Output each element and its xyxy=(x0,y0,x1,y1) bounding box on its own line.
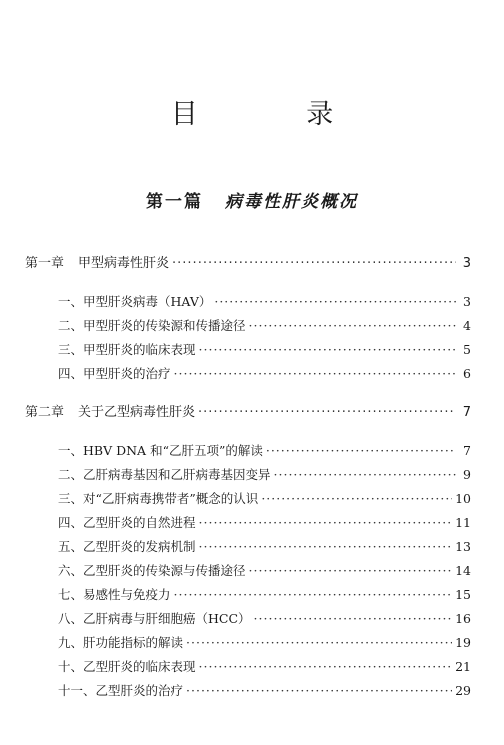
dot-leader xyxy=(198,405,456,420)
entry-number: 九、 xyxy=(58,635,84,650)
entry-title: 乙型肝炎的自然进程 xyxy=(83,515,196,530)
entry-page-number: 7 xyxy=(463,443,471,458)
entry-number: 三、 xyxy=(58,491,84,506)
entry-title: 乙肝病毒基因和乙肝病毒基因变异 xyxy=(83,467,271,482)
entry-page-number: 5 xyxy=(463,342,471,357)
toc-section-entry xyxy=(58,537,471,555)
entry-title: 乙型肝炎的发病机制 xyxy=(83,539,196,554)
entry-title: 甲型病毒性肝炎 xyxy=(78,256,170,271)
entry-number: 七、 xyxy=(58,587,84,602)
entry-page-number: 14 xyxy=(455,563,471,578)
entry-number: 三、 xyxy=(58,342,84,357)
entry-title: 乙型肝炎的传染源与传播途径 xyxy=(83,563,246,578)
entry-title: 乙型肝炎的临床表现 xyxy=(83,659,196,674)
dot-leader xyxy=(274,467,456,482)
entry-number: 十一、 xyxy=(58,683,96,698)
entry-page-number: 19 xyxy=(455,635,471,650)
entry-number: 一、 xyxy=(58,443,84,458)
entry-title: 甲型肝炎的传染源和传播途径 xyxy=(83,318,246,333)
entry-page-number: 4 xyxy=(463,318,471,333)
entry-title: 甲型肝炎的临床表现 xyxy=(83,342,196,357)
toc-section-entry xyxy=(58,633,471,651)
entry-number: 五、 xyxy=(58,539,84,554)
entry-number: 四、 xyxy=(58,515,84,530)
entry-page-number: 29 xyxy=(455,683,471,698)
entry-number: 八、 xyxy=(58,611,84,626)
entry-page-number: 3 xyxy=(462,256,471,271)
dot-leader xyxy=(199,515,453,530)
dot-leader xyxy=(214,294,456,309)
entry-number: 四、 xyxy=(58,366,84,381)
entry-page-number: 9 xyxy=(463,467,471,482)
entry-page-number: 10 xyxy=(455,491,471,506)
dot-leader xyxy=(249,318,456,333)
dot-leader xyxy=(174,587,453,602)
entry-number: 第一章 xyxy=(25,256,65,271)
dot-leader xyxy=(249,563,453,578)
toc-section-entry xyxy=(58,340,471,358)
toc-section-entry xyxy=(58,364,471,382)
toc-section-entry xyxy=(58,609,471,627)
dot-leader xyxy=(186,683,452,698)
dot-leader xyxy=(172,256,456,271)
entry-title: 关于乙型病毒性肝炎 xyxy=(78,405,196,420)
dot-leader xyxy=(199,659,453,674)
entry-page-number: 6 xyxy=(463,366,471,381)
entry-page-number: 3 xyxy=(463,294,471,309)
entry-title: 易感性与免疫力 xyxy=(83,587,171,602)
toc-section-entry xyxy=(58,561,471,579)
entry-page-number: 16 xyxy=(455,611,471,626)
entry-title: 乙肝病毒与肝细胞癌（HCC） xyxy=(83,611,251,626)
part-heading xyxy=(0,187,504,212)
entry-number: 二、 xyxy=(58,467,84,482)
entry-number: 十、 xyxy=(58,659,84,674)
entry-title: 甲型肝炎病毒（HAV） xyxy=(83,294,212,309)
toc-section-entry xyxy=(58,489,471,507)
entry-title: 乙型肝炎的治疗 xyxy=(95,683,184,698)
entry-title: 甲型肝炎的治疗 xyxy=(83,366,171,381)
entry-page-number: 11 xyxy=(455,515,471,530)
entry-number: 第二章 xyxy=(25,405,65,420)
toc-chapter-entry xyxy=(25,252,471,271)
entry-page-number: 7 xyxy=(462,405,471,420)
toc-section-entry xyxy=(58,657,471,675)
dot-leader xyxy=(199,539,453,554)
dot-leader xyxy=(174,366,456,381)
entry-title: HBV DNA 和“乙肝五项”的解读 xyxy=(83,443,263,458)
entry-title: 肝功能指标的解读 xyxy=(83,635,184,650)
entry-page-number: 21 xyxy=(455,659,471,674)
dot-leader xyxy=(261,491,452,506)
dot-leader xyxy=(254,611,453,626)
entry-number: 一、 xyxy=(58,294,84,309)
dot-leader xyxy=(266,443,456,458)
entry-title: 对“乙肝病毒携带者”概念的认识 xyxy=(83,491,259,506)
entry-page-number: 15 xyxy=(455,587,471,602)
toc-section-entry xyxy=(58,465,471,483)
toc-section-entry xyxy=(58,513,471,531)
toc-chapter-entry xyxy=(25,401,471,420)
entry-number: 二、 xyxy=(58,318,84,333)
page-title: 目 录 xyxy=(170,99,384,130)
part-number: 第一篇 xyxy=(146,192,203,212)
entry-page-number: 13 xyxy=(455,539,471,554)
part-name: 病毒性肝炎概况 xyxy=(225,192,358,212)
dot-leader xyxy=(186,635,452,650)
entry-number: 六、 xyxy=(58,563,84,578)
dot-leader xyxy=(199,342,456,357)
toc-section-entry xyxy=(58,316,471,334)
toc-section-entry xyxy=(58,681,471,699)
toc-section-entry xyxy=(58,292,471,310)
toc-section-entry xyxy=(58,585,471,603)
toc-section-entry xyxy=(58,441,471,459)
